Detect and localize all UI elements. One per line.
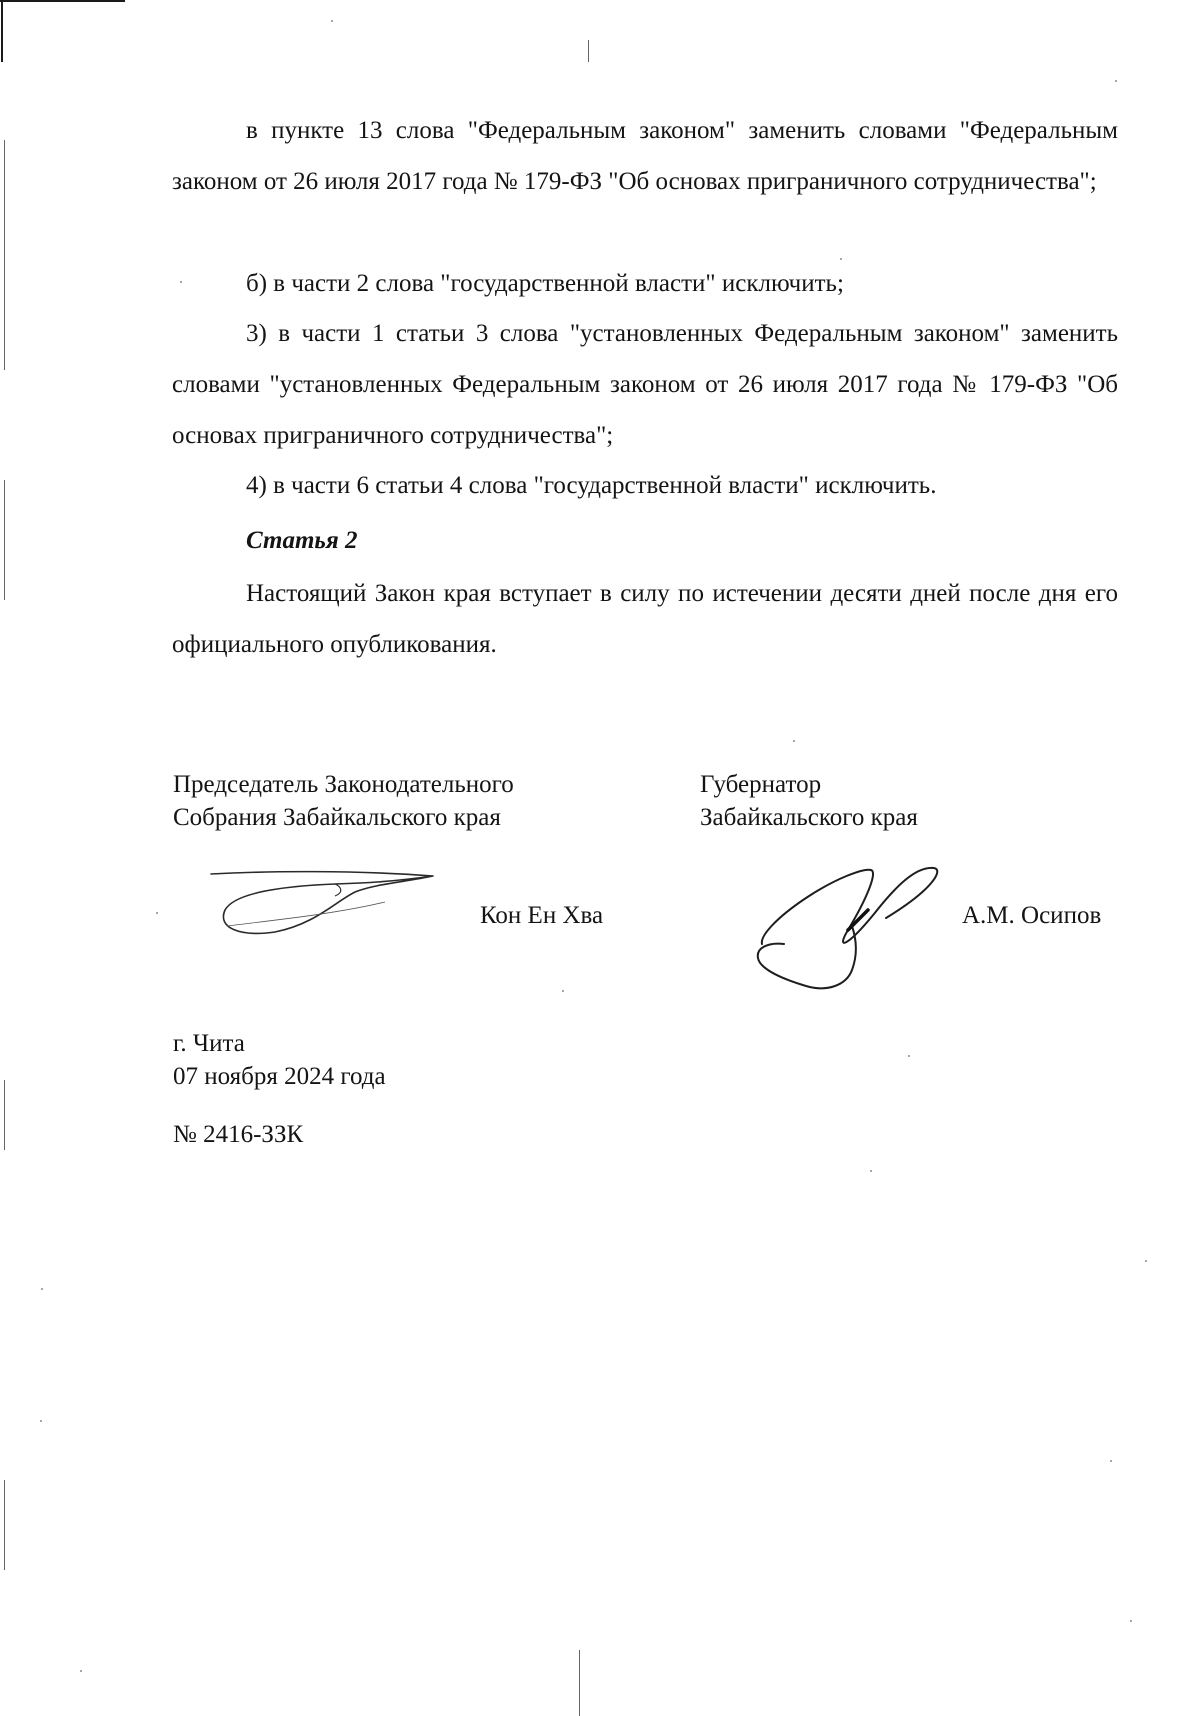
- right-title-line-1: Губернатор: [700, 771, 822, 798]
- scan-edge-mark: [588, 40, 589, 62]
- left-signatory-title: [173, 768, 514, 834]
- scan-edge-mark: [4, 1080, 5, 1150]
- article-heading: Статья 2: [246, 527, 358, 554]
- date: 07 ноября 2024 года: [173, 1063, 386, 1090]
- scan-speck: [156, 912, 158, 914]
- place-and-date: [173, 1027, 386, 1093]
- city: г. Чита: [173, 1030, 245, 1057]
- scan-speck: [1115, 80, 1117, 82]
- scan-frame-left: [1, 0, 3, 62]
- paragraph-item-13: [172, 105, 1118, 207]
- scan-frame-top: [0, 0, 125, 2]
- paragraph-article-4: [172, 460, 1118, 511]
- left-signatory-name: Кон Ен Хва: [480, 902, 604, 929]
- left-signature-image: [205, 862, 445, 942]
- scan-edge-mark: [4, 1480, 5, 1570]
- scan-speck: [1130, 1620, 1132, 1622]
- scan-edge-mark: [4, 480, 5, 600]
- scan-speck: [793, 740, 795, 742]
- right-signature-image: [756, 858, 946, 998]
- scan-edge-mark: [579, 1650, 580, 1716]
- paragraph-article-3: [172, 308, 1118, 461]
- paragraph-part-2: [172, 258, 1118, 309]
- paragraph-text: Настоящий Закон края вступает в силу по истечении десяти дней после дня его официального опубликования.: [172, 580, 1118, 658]
- scan-speck: [908, 1055, 910, 1057]
- left-title-line-2: Собрания Забайкальского края: [173, 804, 501, 831]
- scan-speck: [1145, 1260, 1147, 1262]
- scan-speck: [80, 1670, 82, 1672]
- law-number: № 2416-ЗЗК: [173, 1121, 304, 1148]
- paragraph-text: 4) в части 6 статьи 4 слова "государственной власти" исключить.: [246, 472, 937, 499]
- right-signatory-name: А.М. Осипов: [962, 902, 1102, 929]
- right-title-line-2: Забайкальского края: [700, 804, 918, 831]
- scan-speck: [331, 20, 333, 22]
- scan-speck: [562, 990, 564, 992]
- scan-speck: [41, 1288, 43, 1290]
- scan-speck: [870, 1170, 872, 1172]
- right-signatory-title: [700, 768, 918, 834]
- paragraph-text: в пункте 13 слова "Федеральным законом" заменить словами "Федеральным законом от 26 июля 2017 года № 179-ФЗ "Об основах приграничного сотрудничества";: [172, 117, 1118, 195]
- left-title-line-1: Председатель Законодательного: [173, 771, 514, 798]
- scan-speck: [1110, 1460, 1112, 1462]
- paragraph-text: 3) в части 1 статьи 3 слова "установленных Федеральным законом" заменить словами "установленных Федеральным законом от 26 июля 2017 года № 179-ФЗ "Об основах приграничного сотрудничества";: [172, 320, 1118, 449]
- scan-edge-mark: [4, 140, 5, 370]
- scan-speck: [40, 1420, 42, 1422]
- paragraph-text: б) в части 2 слова "государственной власти" исключить;: [246, 270, 844, 297]
- paragraph-entry-into-force: [172, 568, 1118, 670]
